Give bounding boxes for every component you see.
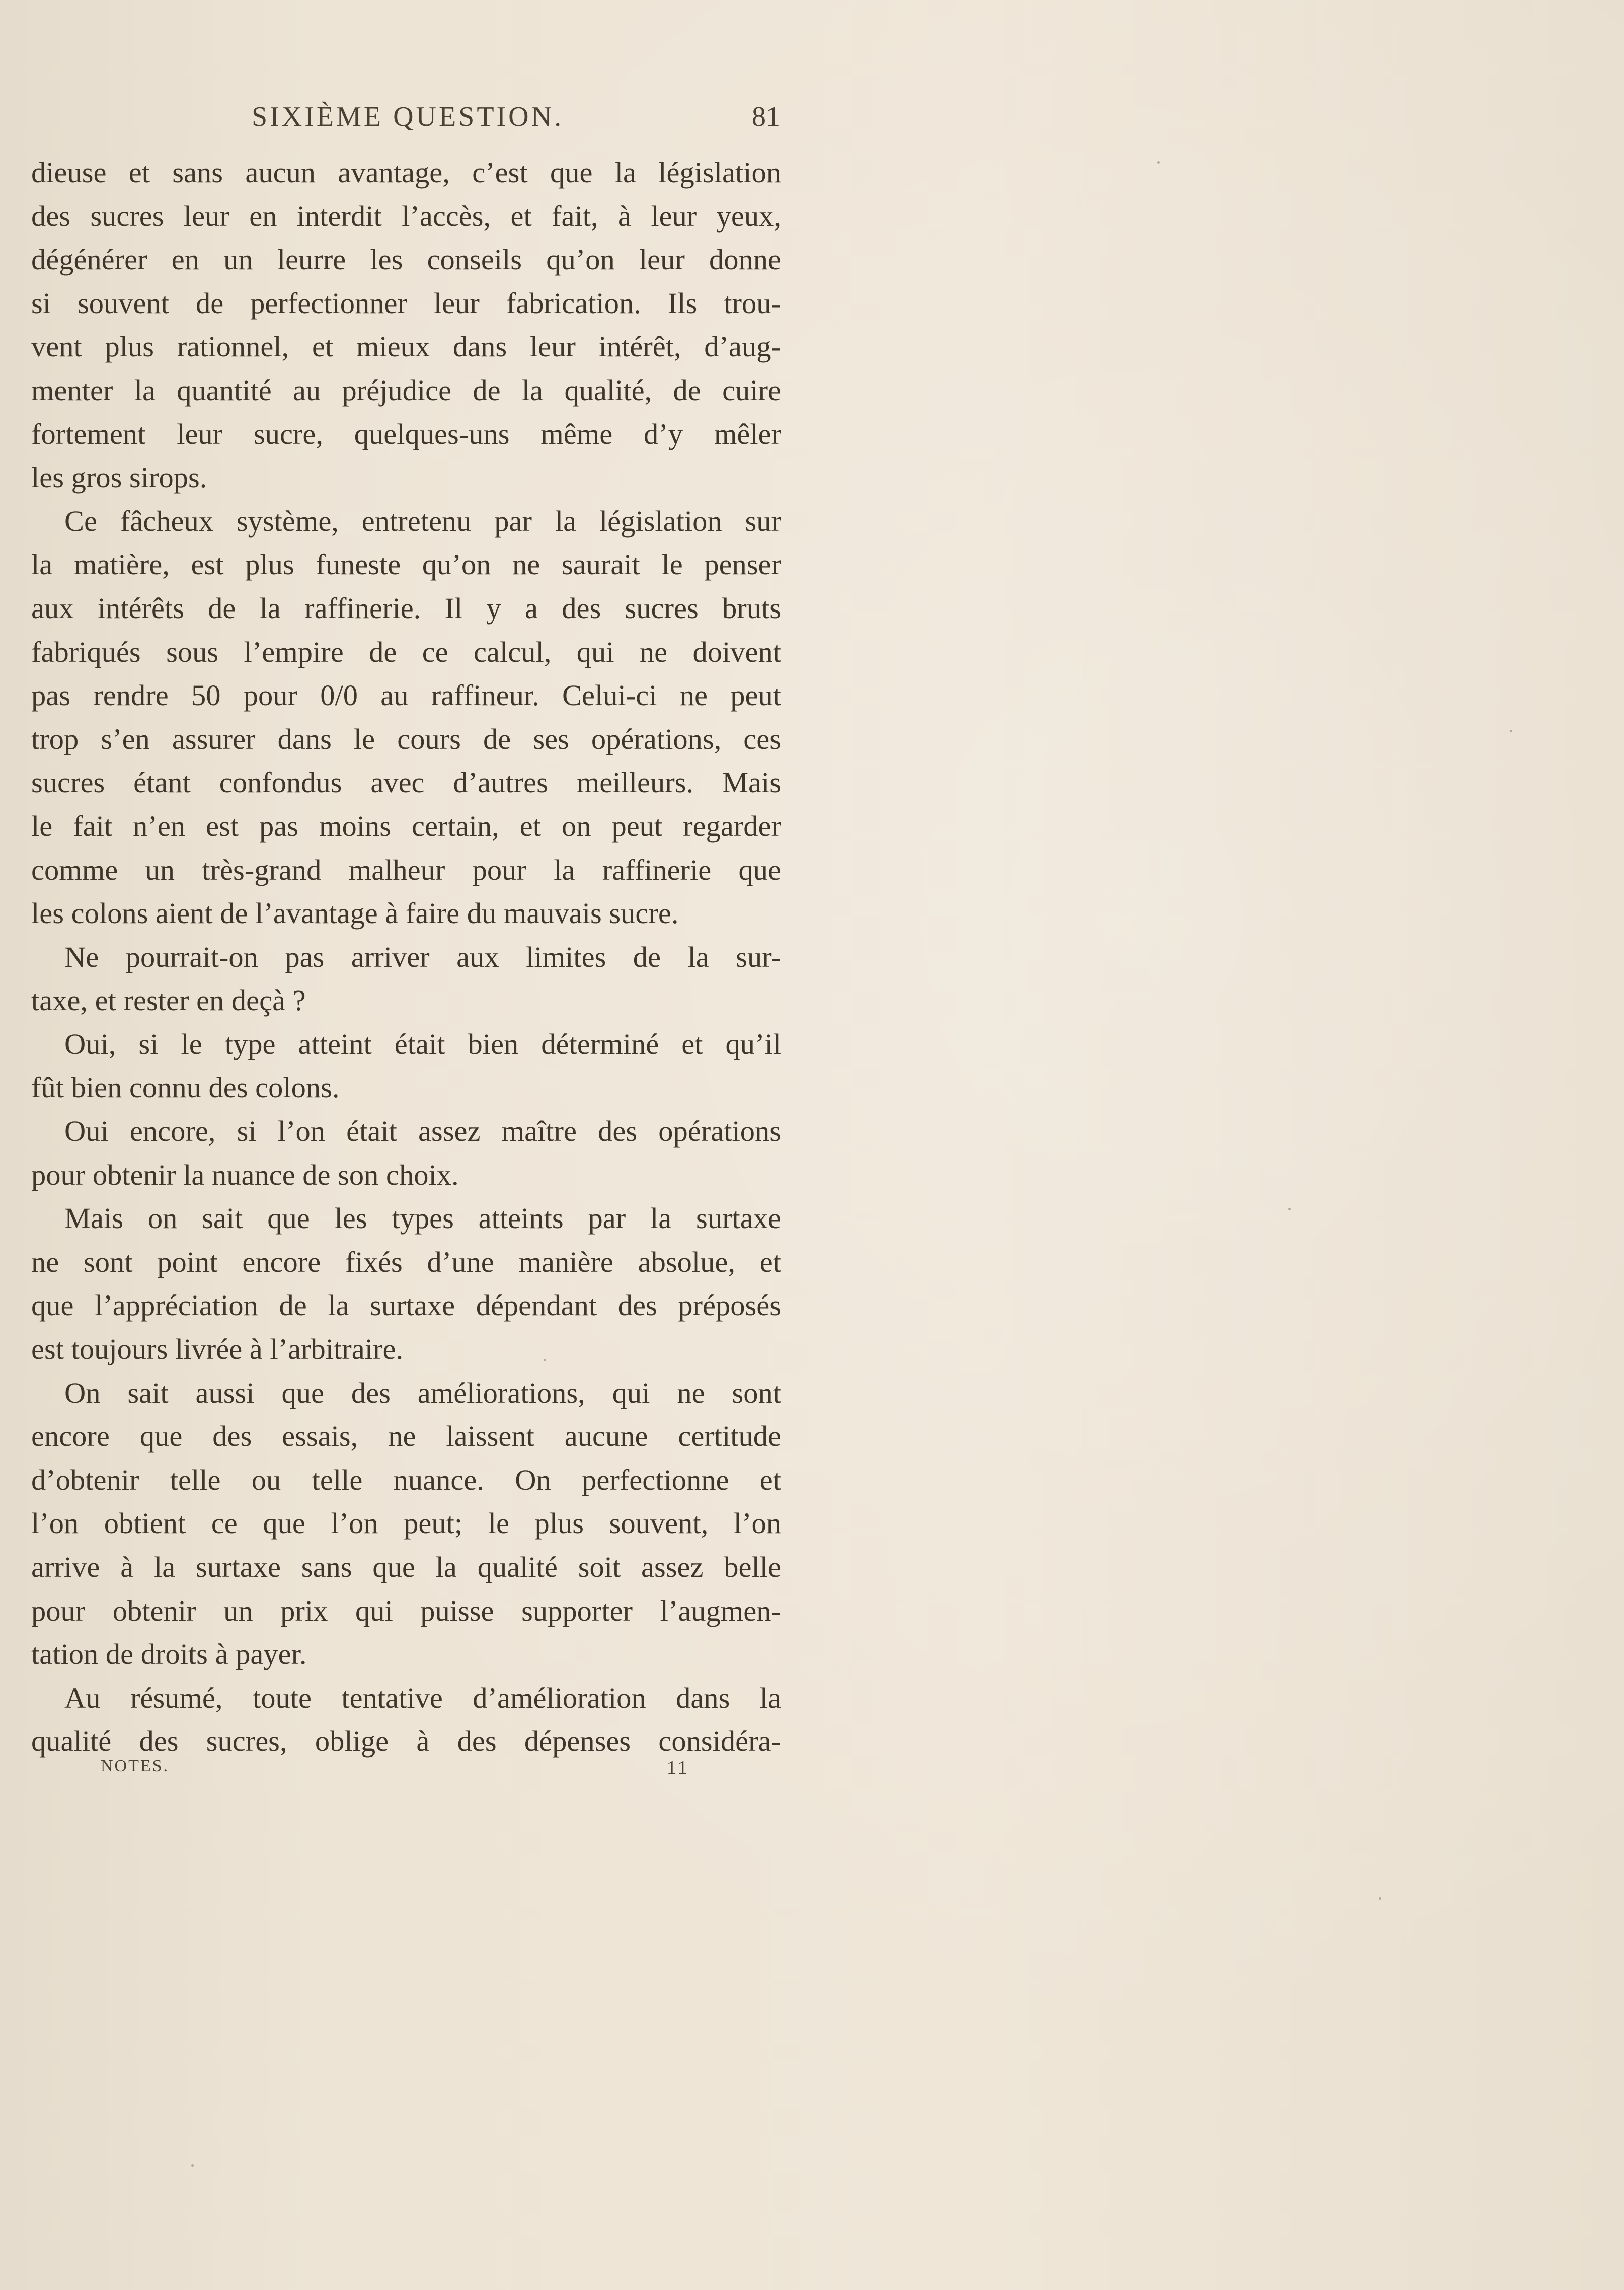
- text-line: pour obtenir un prix qui puisse supporter l’augmen-: [31, 1594, 781, 1627]
- page-footer: [101, 1757, 705, 1787]
- text-line: Ce fâcheux système, entretenu par la législation sur: [64, 504, 781, 538]
- text-line: ne sont point encore fixés d’une manière absolue, et: [31, 1245, 781, 1278]
- text-line: Oui encore, si l’on était assez maître des opérations: [64, 1115, 781, 1148]
- page-number: 81: [752, 101, 780, 132]
- text-line: Mais on sait que les types atteints par la surtaxe: [64, 1202, 781, 1235]
- page-header: [252, 101, 780, 136]
- text-line: On sait aussi que des améliorations, qui ne sont: [64, 1376, 781, 1409]
- text-line: trop s’en assurer dans le cours de ses opérations, ces: [31, 722, 781, 755]
- text-line: pas rendre 50 pour 0/0 au raffineur. Celui-ci ne peut: [31, 679, 781, 712]
- sheet-number: 11: [667, 1757, 689, 1778]
- text-line: dégénérer en un leurre les conseils qu’on leur donne: [31, 243, 781, 276]
- text-line: est toujours livrée à l’arbitraire.: [31, 1333, 404, 1366]
- text-line: vent plus rationnel, et mieux dans leur intérêt, d’aug-: [31, 330, 781, 363]
- signature-mark: NOTES.: [101, 1757, 170, 1775]
- text-line: fabriqués sous l’empire de ce calcul, qui ne doivent: [31, 635, 781, 668]
- text-line: Au résumé, toute tentative d’amélioration dans la: [64, 1681, 781, 1714]
- text-line: Ne pourrait-on pas arriver aux limites de la sur-: [64, 940, 781, 973]
- text-line: d’obtenir telle ou telle nuance. On perfectionne et: [31, 1463, 781, 1496]
- text-line: sucres étant confondus avec d’autres meilleurs. Mais: [31, 766, 781, 799]
- text-line: tation de droits à payer.: [31, 1638, 307, 1671]
- text-line: encore que des essais, ne laissent aucune certitude: [31, 1420, 781, 1453]
- text-line: si souvent de perfectionner leur fabrication. Ils trou-: [31, 286, 781, 320]
- text-line: Oui, si le type atteint était bien déterminé et qu’il: [64, 1027, 781, 1060]
- paper-speck: [1288, 1208, 1291, 1210]
- paper-speck: [1379, 1897, 1381, 1900]
- body-text: [31, 151, 781, 1764]
- text-line: que l’appréciation de la surtaxe dépendant des préposés: [31, 1289, 781, 1322]
- text-line: fût bien connu des colons.: [31, 1071, 340, 1104]
- paper-speck: [544, 1359, 546, 1361]
- text-line: des sucres leur en interdit l’accès, et fait, à leur yeux,: [31, 199, 781, 233]
- text-line: qualité des sucres, oblige à des dépenses considéra-: [31, 1725, 781, 1758]
- text-line: les colons aient de l’avantage à faire du mauvais sucre.: [31, 897, 679, 930]
- text-line: dieuse et sans aucun avantage, c’est que la législation: [31, 156, 781, 189]
- paper-speck: [1157, 161, 1160, 164]
- text-line: arrive à la surtaxe sans que la qualité soit assez belle: [31, 1551, 781, 1583]
- text-line: comme un très-grand malheur pour la raffinerie que: [31, 853, 781, 886]
- text-line: l’on obtient ce que l’on peut; le plus souvent, l’on: [31, 1507, 781, 1540]
- text-line: taxe, et rester en deçà ?: [31, 984, 306, 1017]
- running-title: SIXIÈME QUESTION.: [252, 101, 564, 132]
- text-line: le fait n’en est pas moins certain, et on peut regarder: [31, 809, 781, 843]
- text-line: aux intérêts de la raffinerie. Il y a des sucres bruts: [31, 591, 781, 625]
- paper-speck: [1510, 730, 1512, 732]
- paper-speck: [191, 2164, 194, 2167]
- text-line: fortement leur sucre, quelques-uns même d’y mêler: [31, 417, 781, 450]
- text-line: menter la quantité au préjudice de la qualité, de cuire: [31, 373, 781, 407]
- text-line: la matière, est plus funeste qu’on ne saurait le penser: [31, 548, 781, 581]
- text-line: les gros sirops.: [31, 461, 207, 494]
- text-line: pour obtenir la nuance de son choix.: [31, 1158, 459, 1191]
